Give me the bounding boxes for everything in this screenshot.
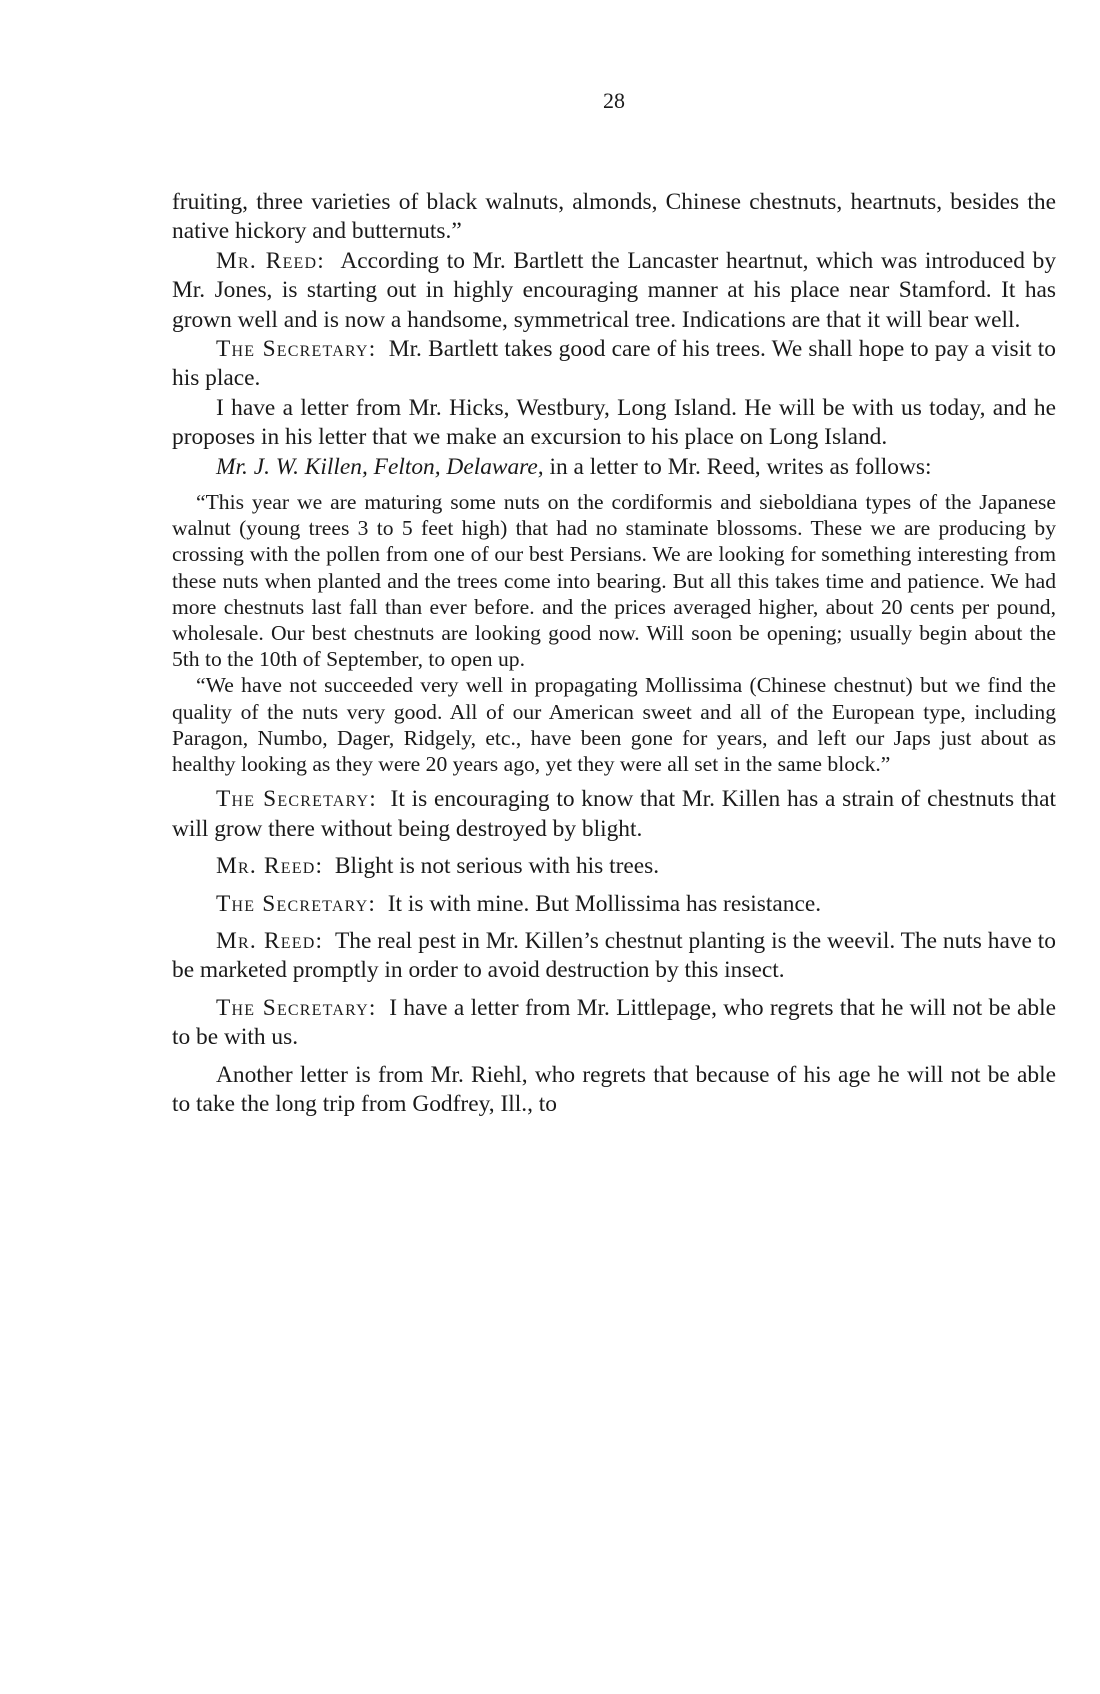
paragraph-2: Mr. Reed: According to Mr. Bartlett the Lancaster heartnut, which was introduced by Mr. Jones, is starting out in highly encouraging manner at his place near Stamford. It has grown well and is now a handsome, symmetrical tree. Indications are that it will bear well. xyxy=(172,247,1057,333)
quote-2: “We have not succeeded very well in propagating Mollissima (Chinese chestnut) but we find the quality of the nuts very good. All of our American sweet and all of the European type, including Paragon, Numbo, Dager, Ridgely, etc., have been gone for years, and left our Japs just about as healthy looking as they were 20 years ago, yet they were all set in the same block.” xyxy=(172,673,1056,777)
dialogue-3: The Secretary: It is with mine. But Mollissima has resistance. xyxy=(216,890,822,917)
speaker-label: Mr. Reed: xyxy=(216,247,325,274)
paragraph-1: fruiting, three varieties of black walnuts, almonds, Chinese chestnuts, heartnuts, besides the native hickory and butternuts.” xyxy=(172,189,1056,245)
page-number: 28 xyxy=(603,88,625,113)
document-page xyxy=(172,0,1056,1694)
paragraph-3: The Secretary: Mr. Bartlett takes good care of his trees. We shall hope to pay a visit to his place. xyxy=(172,336,1056,392)
speaker-label: The Secretary: xyxy=(216,890,377,917)
dialogue-2: Mr. Reed: Blight is not serious with his trees. xyxy=(216,853,660,880)
paragraph-5: Mr. J. W. Killen, Felton, Delaware, in a letter to Mr. Reed, writes as follows: xyxy=(216,453,932,480)
speaker-label: The Secretary: xyxy=(216,336,377,363)
dialogue-6: Another letter is from Mr. Riehl, who regrets that because of his age he will not be able to take the long trip from Godfrey, Ill., to xyxy=(172,1061,1056,1117)
italic-lead: Mr. J. W. Killen, Felton, Delaware, xyxy=(216,453,544,480)
quote-1: “This year we are maturing some nuts on the cordiformis and sieboldiana types of the Japanese walnut (young trees 3 to 5 feet high) that had no staminate blossoms. These we are producing by crossing with the pollen from one of our best Persians. We are looking for something interesting from these nuts when planted and the trees come into bearing. But all this takes time and patience. We had more chestnuts last fall than ever before. and the prices averaged higher, about 20 cents per pound, wholesale. Our best chestnuts are looking good now. Will soon be opening; usually begin about the 5th to the 10th of September, to open up. xyxy=(172,490,1056,672)
speaker-label: The Secretary: xyxy=(216,994,377,1021)
dialogue-5: The Secretary: I have a letter from Mr. Littlepage, who regrets that he will not be able to be with us. xyxy=(172,994,1056,1051)
dialogue-1: The Secretary: It is encouraging to know that Mr. Killen has a strain of chestnuts that will grow there without being destroyed by blight. xyxy=(172,786,1056,842)
speaker-label: The Secretary: xyxy=(216,786,377,813)
speaker-label: Mr. Reed: xyxy=(216,853,324,880)
body-text xyxy=(172,188,1056,1119)
paragraph-4: I have a letter from Mr. Hicks, Westbury, Long Island. He will be with us today, and he proposes in his letter that we make an excursion to his place on Long Island. xyxy=(172,394,1056,451)
dialogue-4: Mr. Reed: The real pest in Mr. Killen’s chestnut planting is the weevil. The nuts have to be marketed promptly in order to avoid destruction by this insect. xyxy=(172,927,1056,984)
speaker-label: Mr. Reed: xyxy=(216,927,324,954)
